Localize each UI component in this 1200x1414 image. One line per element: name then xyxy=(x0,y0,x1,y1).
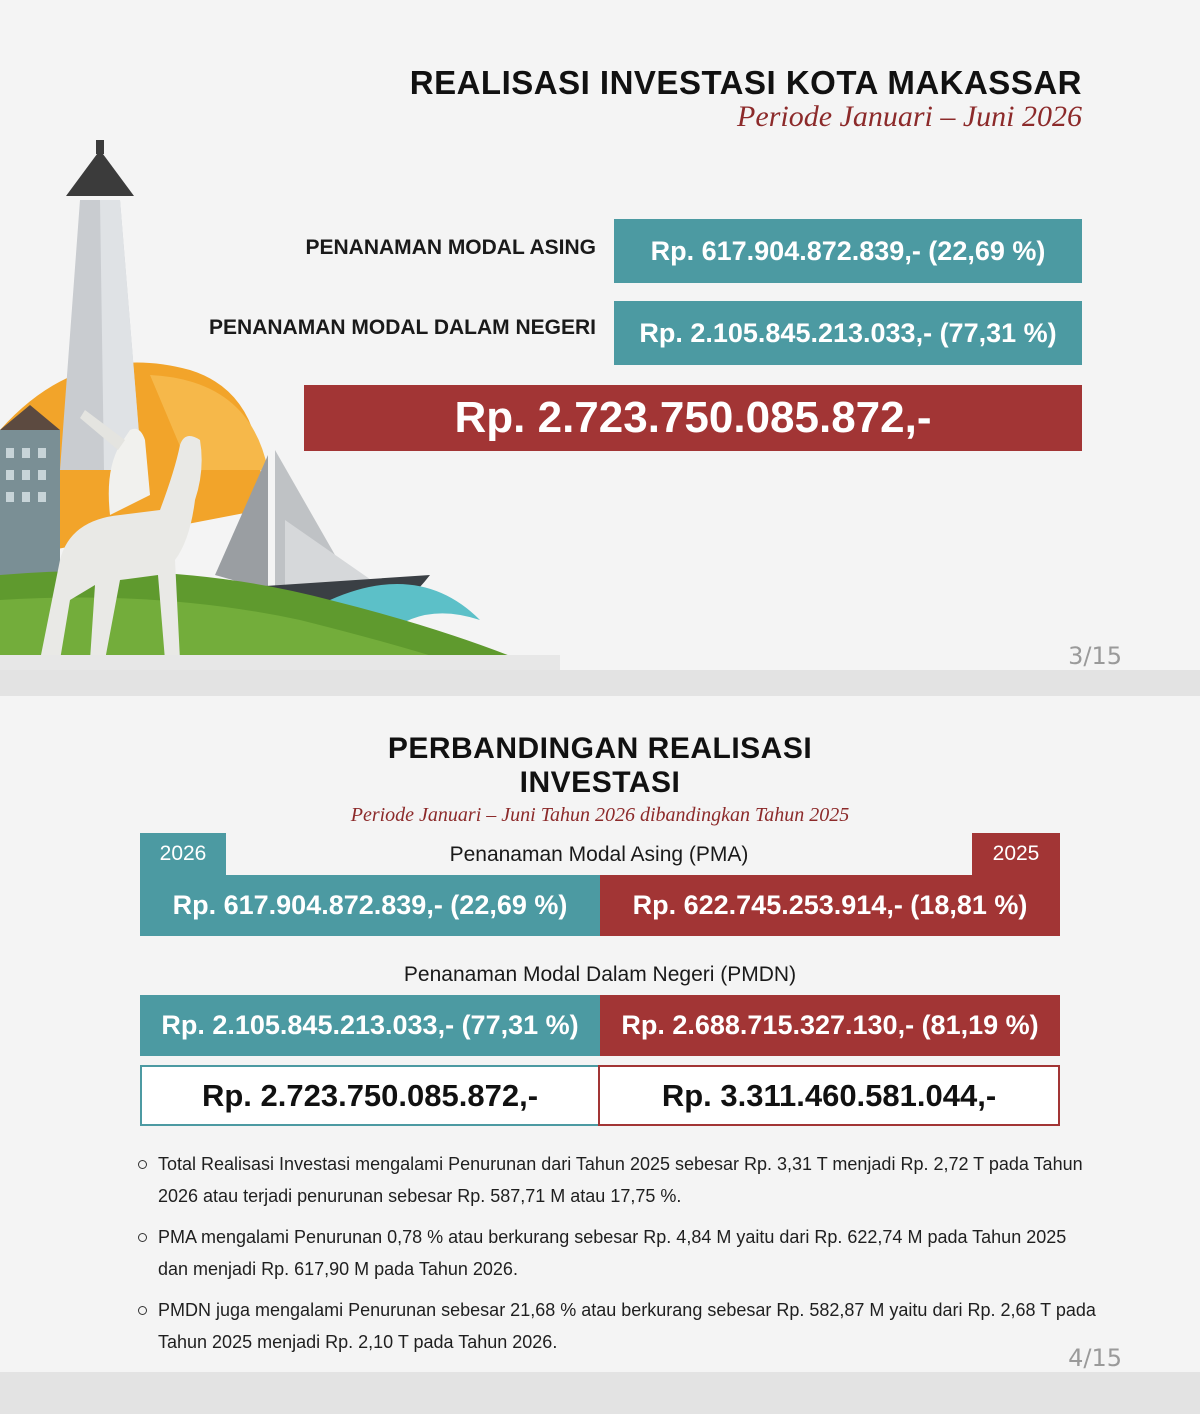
year-2025-tab: 2025 xyxy=(972,833,1060,875)
pma-label: PENANAMAN MODAL ASING xyxy=(305,236,596,259)
monument-roof xyxy=(66,150,134,196)
slide-subtitle: Periode Januari – Juni Tahun 2026 dibandingkan Tahun 2025 xyxy=(350,804,850,826)
bullet-total: Total Realisasi Investasi mengalami Penurunan dari Tahun 2025 sebesar Rp. 3,31 T menjadi Rp. 2,72 T pada Tahun 2026 atau terjadi penurunan sebesar Rp. 587,71 M atau 17,75 %. xyxy=(136,1148,1096,1212)
total-2026-box: Rp. 2.723.750.085.872,- xyxy=(140,1065,600,1126)
slide-gap xyxy=(0,670,1200,696)
slide-gap-bottom xyxy=(0,1372,1200,1414)
pma-2026-box: Rp. 617.904.872.839,- (22,69 %) xyxy=(140,875,600,936)
pma-value-box: Rp. 617.904.872.839,- (22,69 %) xyxy=(614,219,1082,283)
pmdn-2025-box: Rp. 2.688.715.327.130,- (81,19 %) xyxy=(600,995,1060,1056)
slide-4 xyxy=(0,696,1200,1372)
bullet-pma: PMA mengalami Penurunan 0,78 % atau berkurang sebesar Rp. 4,84 M yaitu dari Rp. 622,74 M pada Tahun 2025 dan menjadi Rp. 617,90 M pada Tahun 2026. xyxy=(136,1221,1096,1285)
pma-heading: Penanaman Modal Asing (PMA) xyxy=(449,843,749,866)
year-2026-tab: 2026 xyxy=(140,833,226,875)
analysis-bullets xyxy=(136,1148,1096,1367)
page-number: 3/15 xyxy=(1068,642,1122,670)
slide-subtitle: Periode Januari – Juni 2026 xyxy=(737,100,1082,133)
pmdn-2026-box: Rp. 2.105.845.213.033,- (77,31 %) xyxy=(140,995,600,1056)
slide-3 xyxy=(0,0,1200,670)
total-value-box: Rp. 2.723.750.085.872,- xyxy=(304,385,1082,451)
slide-title: REALISASI INVESTASI KOTA MAKASSAR xyxy=(409,64,1082,101)
pmdn-label: PENANAMAN MODAL DALAM NEGERI xyxy=(209,316,596,339)
pma-2025-box: Rp. 622.745.253.914,- (18,81 %) xyxy=(600,875,1060,936)
slide-title-line1: PERBANDINGAN REALISASI xyxy=(387,732,813,765)
bullet-pmdn: PMDN juga mengalami Penurunan sebesar 21,68 % atau berkurang sebesar Rp. 582,87 M yaitu dari Rp. 2,68 T pada Tahun 2025 menjadi Rp. 2,10 T pada Tahun 2026. xyxy=(136,1294,1096,1358)
page-number: 4/15 xyxy=(1068,1344,1122,1372)
pmdn-heading: Penanaman Modal Dalam Negeri (PMDN) xyxy=(403,963,797,986)
pmdn-value-box: Rp. 2.105.845.213.033,- (77,31 %) xyxy=(614,301,1082,365)
total-2025-box: Rp. 3.311.460.581.044,- xyxy=(598,1065,1060,1126)
slide-title-line2: INVESTASI xyxy=(519,766,681,799)
